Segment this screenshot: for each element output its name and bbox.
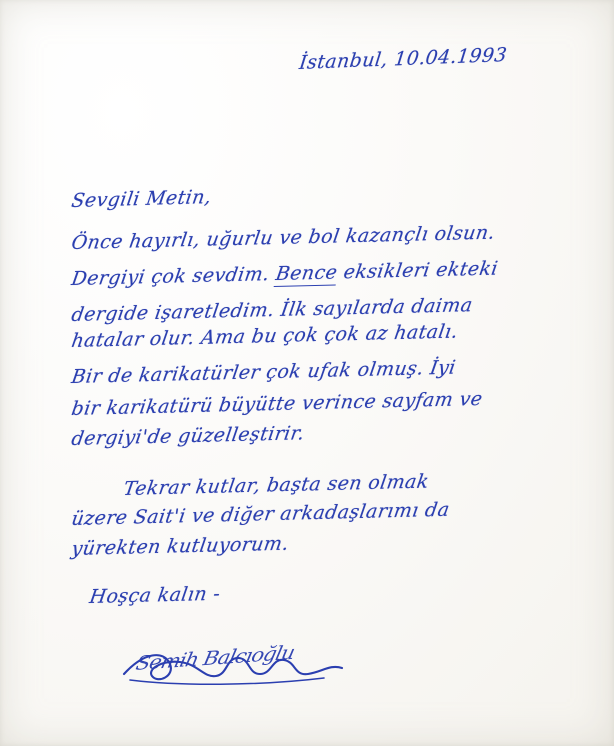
closing-line-3: yürekten kutluyorum. [70,532,291,560]
body-line-3: dergide işaretledim. İlk sayılarda daima [70,294,475,326]
body-line-5: Bir de karikatürler çok ufak olmuş. İyi [70,356,458,388]
closing-line-2: üzere Sait'i ve diğer arkadaşlarımı da [70,498,452,530]
signature [118,640,348,700]
closing-line-1: Tekrar kutlar, başta sen olmak [122,470,431,500]
place-and-date: İstanbul, 10.04.1993 [298,43,509,74]
body-line-7: dergiyi'de güzelleştirir. [70,422,307,450]
body-line-2: Dergiyi çok sevdim. Bence eksikleri ekteki [70,257,500,290]
farewell-line: Hoşça kalın - [88,582,222,608]
body-line-1: Önce hayırlı, uğurlu ve bol kazançlı olsun. [70,221,497,254]
body-line-4: hatalar olur. Ama bu çok çok az hatalı. [70,320,460,352]
signature-name: Semih Balcıoğlu [133,641,297,675]
emphasized-word: Bence [274,261,339,287]
salutation: Sevgili Metin, [70,185,213,212]
body-line-6: bir karikatürü büyütte verince sayfam ve [70,387,485,420]
